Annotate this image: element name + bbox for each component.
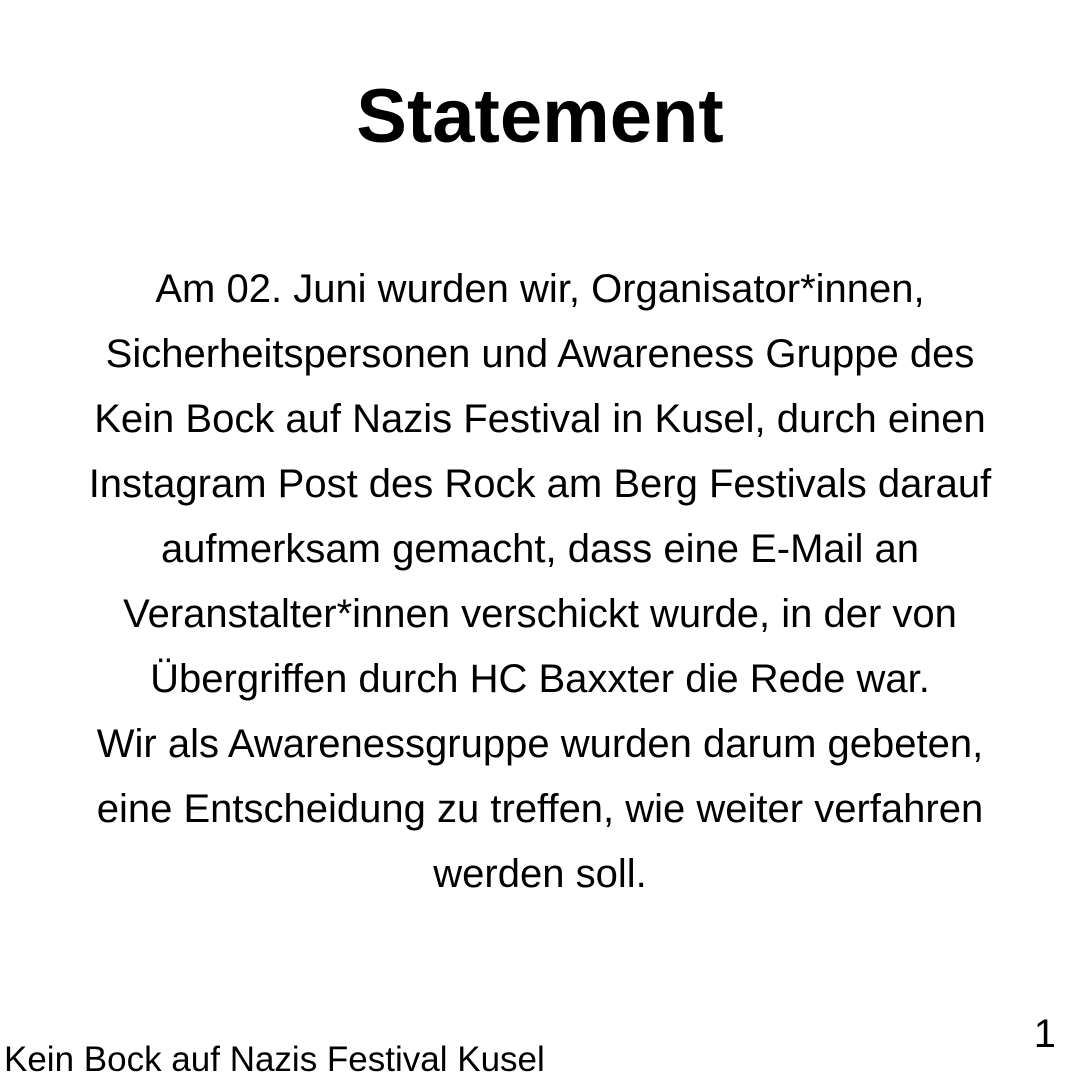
statement-line: eine Entscheidung zu treffen, wie weiter verfahren	[96, 787, 984, 831]
footer-text: Kein Bock auf Nazis Festival Kusel	[4, 1040, 545, 1079]
statement-line: aufmerksam gemacht, dass eine E-Mail an	[160, 527, 920, 571]
statement-body	[0, 257, 1080, 907]
page-number: 1	[1033, 1012, 1056, 1056]
page-title: Statement	[356, 74, 724, 159]
statement-line: Am 02. Juni wurden wir, Organisator*innen,	[155, 267, 925, 311]
statement-line: Instagram Post des Rock am Berg Festivals darauf	[88, 462, 992, 506]
statement-line: Sicherheitspersonen und Awareness Gruppe des	[105, 332, 975, 376]
statement-line: werden soll.	[433, 852, 647, 896]
statement-line: Veranstalter*innen verschickt wurde, in der von	[123, 592, 957, 636]
statement-line: Übergriffen durch HC Baxxter die Rede war.	[150, 657, 930, 701]
statement-line: Wir als Awarenessgruppe wurden darum gebeten,	[96, 722, 984, 766]
statement-line: Kein Bock auf Nazis Festival in Kusel, durch einen	[94, 397, 986, 441]
